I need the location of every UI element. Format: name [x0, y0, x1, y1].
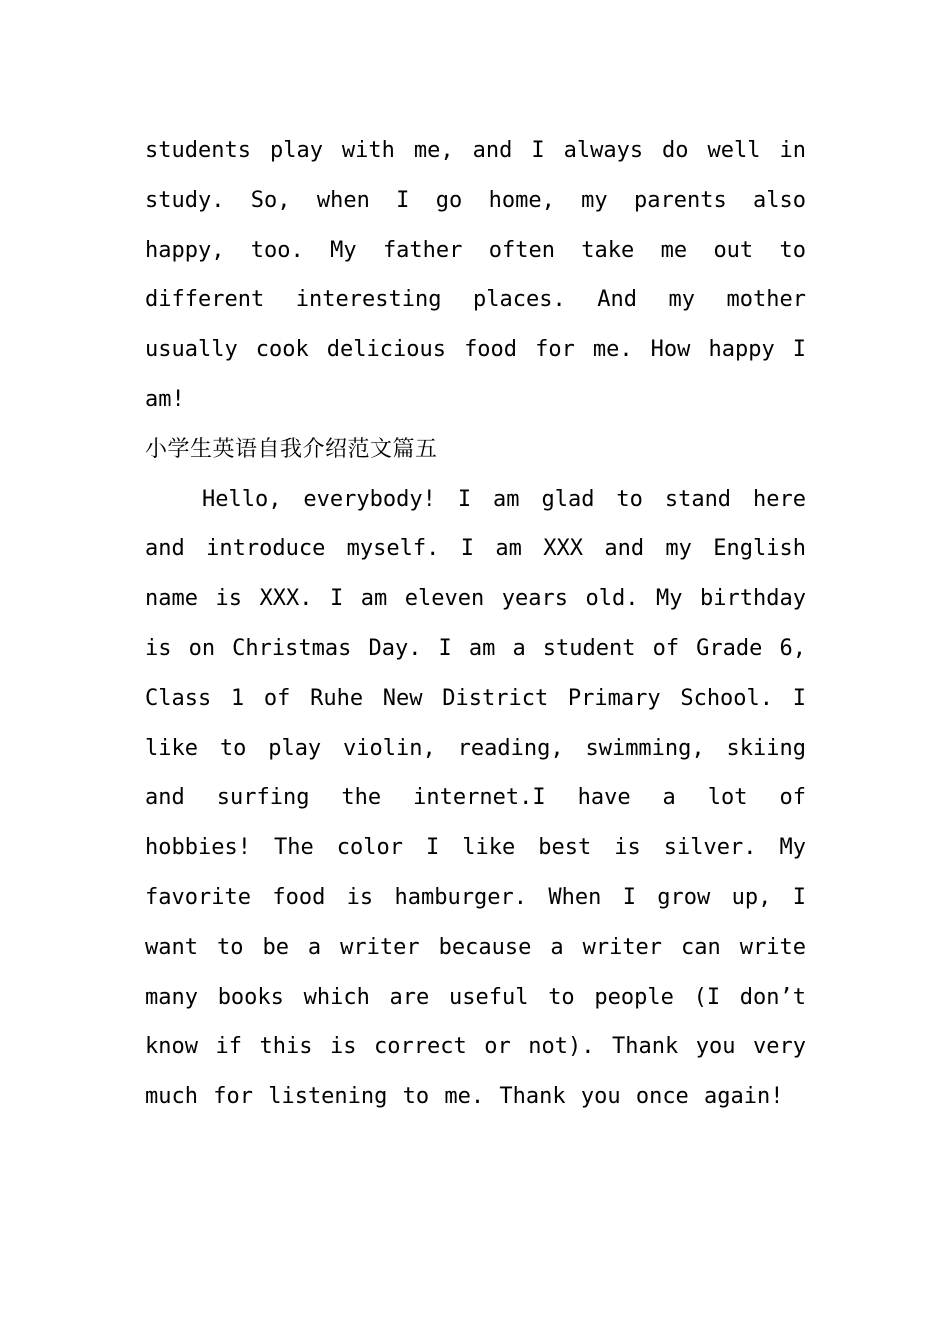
section-paragraph: Hello, everybody! I am glad to stand here and introduce myself. I am XXX and my English name is XXX. I am eleven years old. My birthday is on Christmas Day. I am a student of Grade 6, Class 1 of Ruhe New District Primary School. I like to play violin, reading, swimming, skiing and surfing the internet.I have a lot of hobbies! The color I like best is silver. My favorite food is hamburger. When I grow up, I want to be a writer because a writer can write many books which are useful to people (I don’t know if this is correct or not). Thank you very much for listening to me. Thank you once again! — [145, 486, 806, 1110]
section-heading: 小学生英语自我介绍范文篇五 — [145, 436, 438, 462]
document-body — [145, 126, 806, 1122]
continued-paragraph: students play with me, and I always do well in study. So, when I go home, my parents also happy, too. My father often take me out to different interesting places. And my mother usually cook delicious food for me. How happy I am! — [145, 138, 806, 412]
